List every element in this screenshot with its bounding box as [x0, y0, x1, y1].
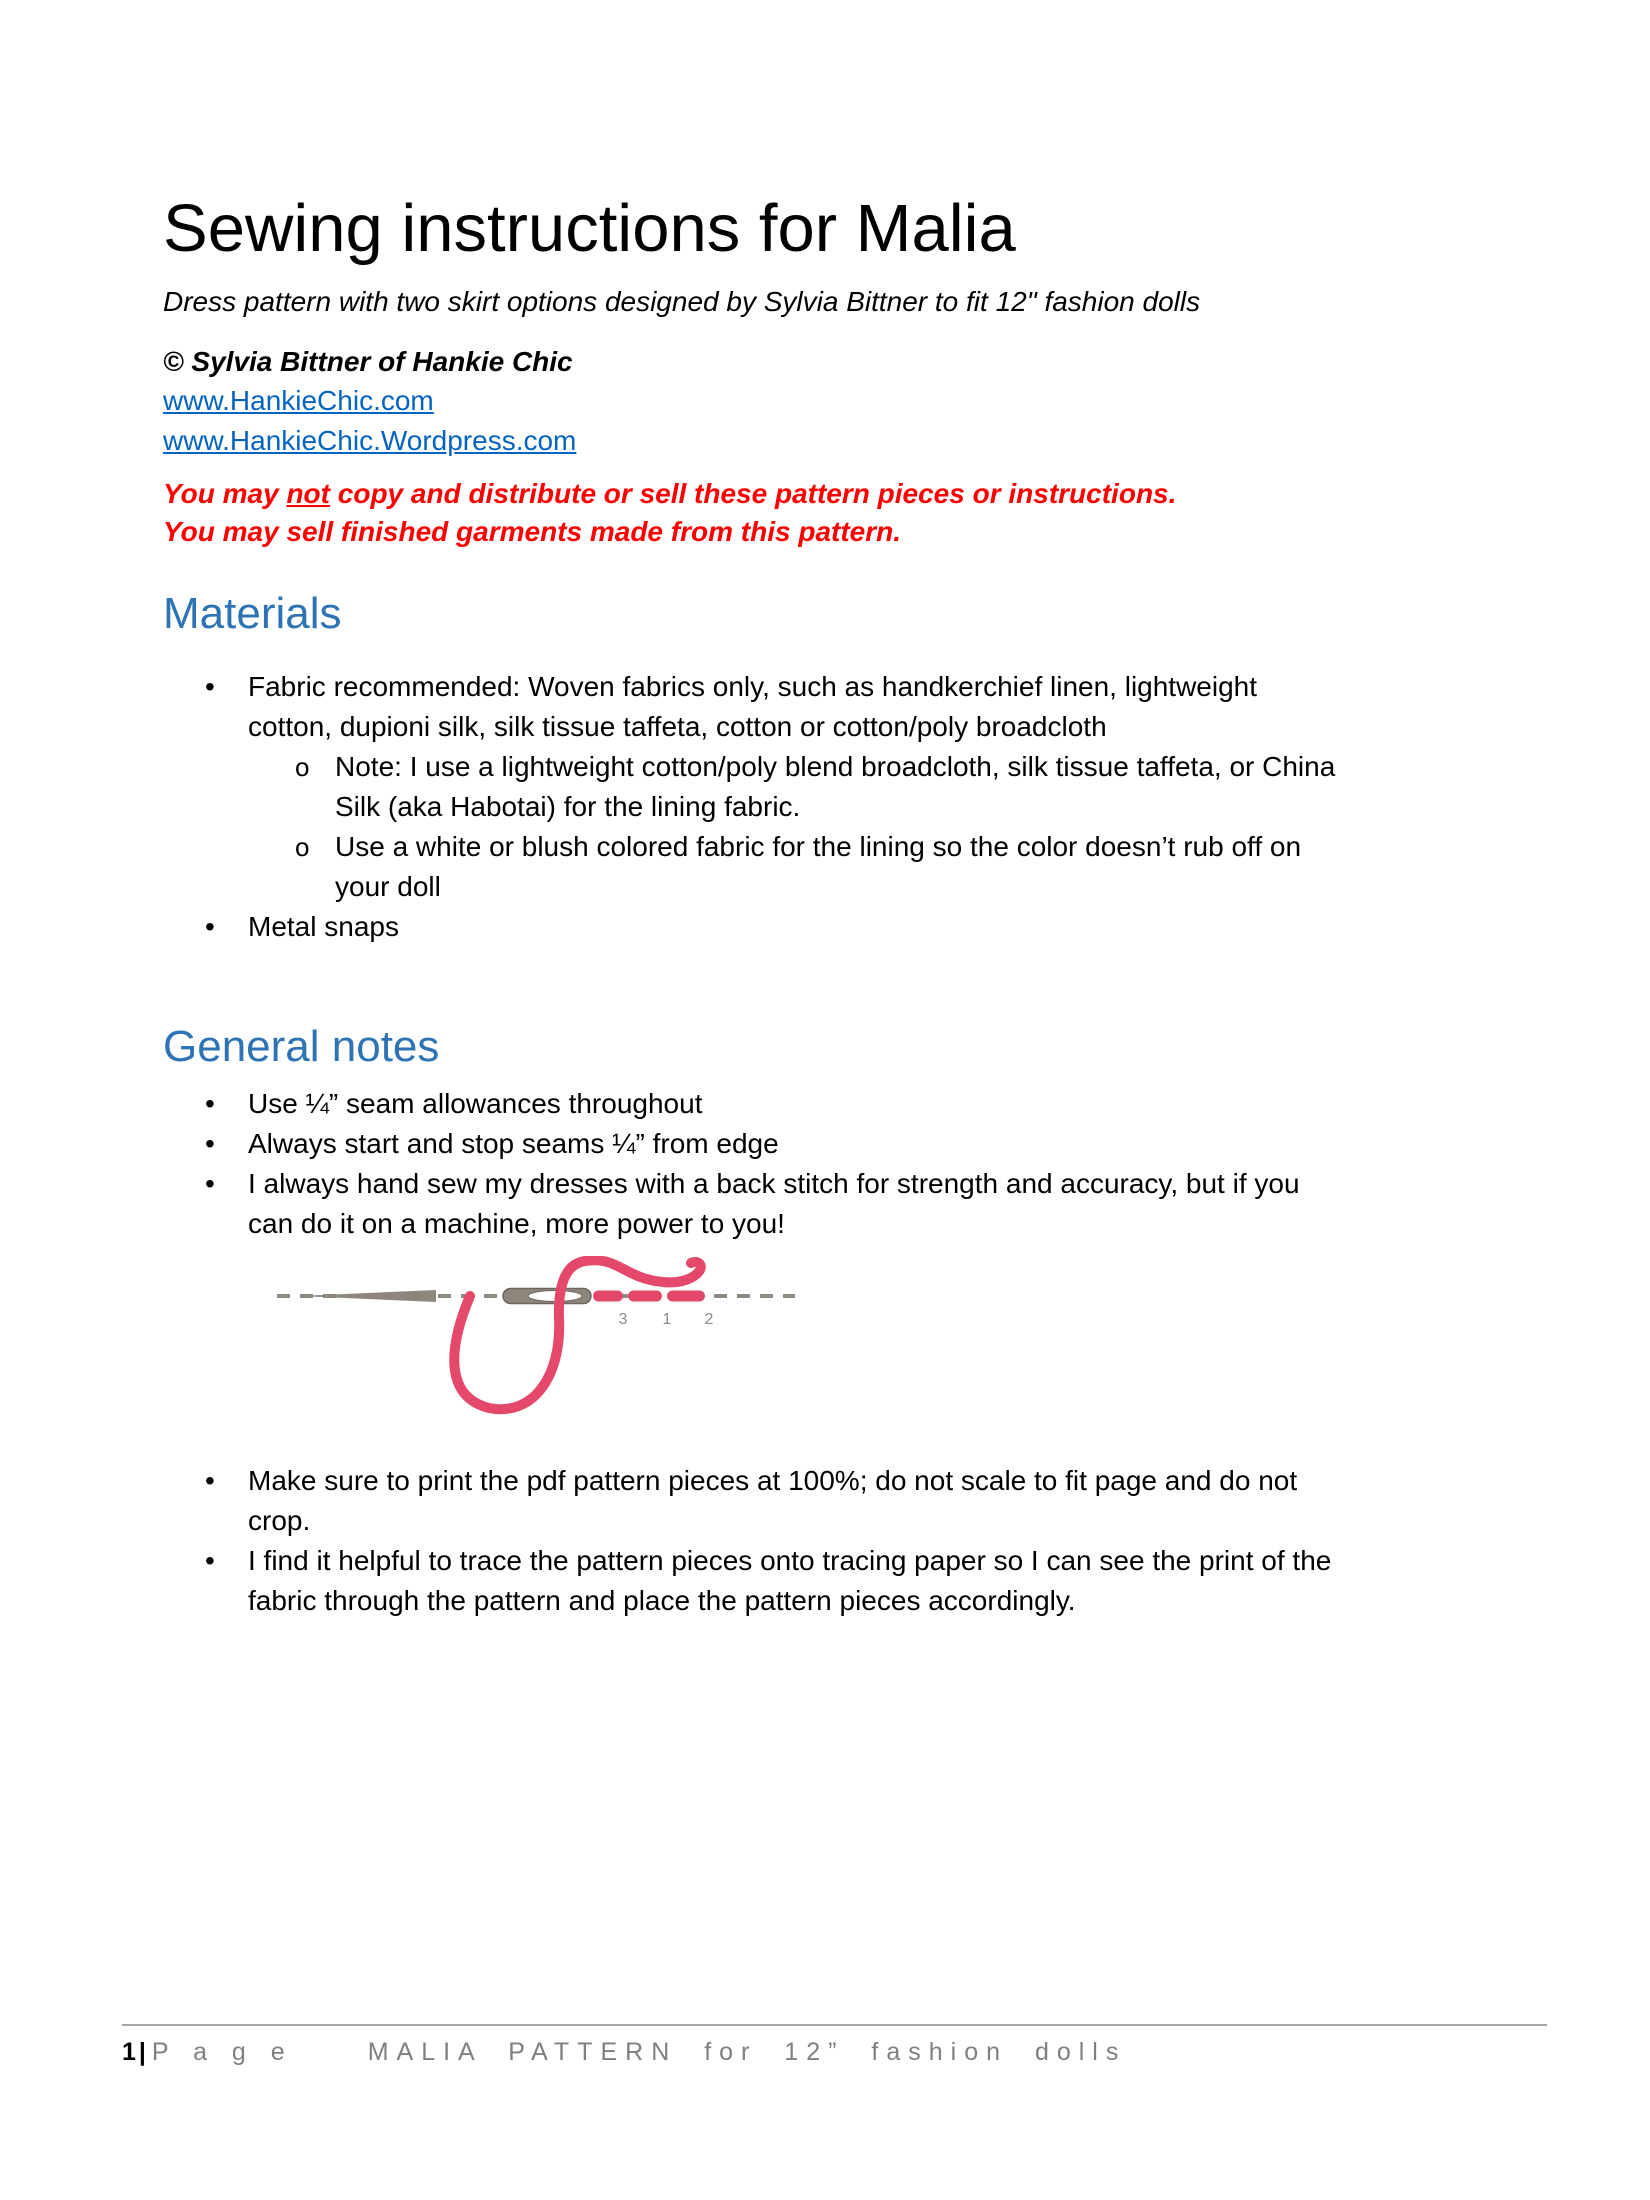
page-number: 1 [122, 2038, 136, 2066]
bullet-text: Metal snaps [248, 911, 399, 942]
back-stitch-image [271, 1256, 801, 1431]
hankiechic-wordpress-link[interactable]: www.HankieChic.Wordpress.com [163, 425, 577, 456]
notice-text: copy and distribute or sell these pattern pieces or instructions. [329, 478, 1177, 509]
bullet-item [163, 667, 1523, 747]
notice-not-emphasis: not [286, 478, 330, 509]
page-footer [122, 2024, 1547, 2067]
bullet-text: Fabric recommended: Woven fabrics only, such as handkerchief linen, lightweight cotton, dupioni silk, silk tissue taffeta, cotton or cotton/poly broadcloth [248, 671, 1258, 742]
bullet-item [163, 1124, 1523, 1164]
stitch-segment [593, 1291, 623, 1302]
bullet-text: I always hand sew my dresses with a back stitch for strength and accuracy, but if you can do it on a machine, more power to you! [248, 1168, 1300, 1239]
bullet-text: I find it helpful to trace the pattern pieces onto tracing paper so I can see the print of the fabric through the pattern and place the pattern pieces accordingly. [248, 1545, 1332, 1616]
needle-icon [299, 1290, 436, 1302]
bullet-icon: • [205, 1128, 215, 1159]
footer-page-label: P a g e [151, 2038, 294, 2066]
stitch-label: 2 [704, 1311, 714, 1328]
copyright-line: © Sylvia Bittner of Hankie Chic [163, 346, 573, 377]
sub-bullet-item [163, 747, 1523, 827]
general-notes-list [163, 1461, 1523, 1621]
circle-bullet-icon: o [295, 752, 310, 782]
hankiechic-link[interactable]: www.HankieChic.com [163, 385, 434, 416]
bullet-item [163, 1541, 1523, 1621]
stitch-segment [667, 1291, 705, 1302]
general-notes-list [163, 1084, 1523, 1244]
bullet-item [163, 1461, 1523, 1541]
copyright-notice [163, 475, 1523, 551]
stitch-label: 3 [618, 1311, 628, 1328]
footer-separator: | [138, 2038, 146, 2066]
link-line [163, 381, 1523, 421]
bullet-item [163, 1084, 1523, 1124]
bullet-item [163, 907, 1523, 947]
footer-doc-label: MALIA PATTERN for 12” fashion dolls [367, 2038, 1127, 2066]
bullet-icon: • [205, 1088, 215, 1119]
general-notes-heading: General notes [163, 1022, 440, 1071]
bullet-text: Note: I use a lightweight cotton/poly blend broadcloth, silk tissue taffeta, or China Silk (aka Habotai) for the lining fabric. [335, 751, 1336, 822]
bullet-item [163, 1164, 1523, 1244]
sub-bullet-item [163, 827, 1523, 907]
bullet-text: Use a white or blush colored fabric for the lining so the color doesn’t rub off on your doll [335, 831, 1302, 902]
bullet-icon: • [205, 1545, 215, 1576]
page-title: Sewing instructions for Malia [163, 191, 1016, 266]
stitch-label: 1 [662, 1311, 672, 1328]
notice-text: You may sell finished garments made from this pattern. [163, 516, 902, 547]
bullet-text: Always start and stop seams ¼” from edge [248, 1128, 779, 1159]
thread-icon [454, 1260, 701, 1409]
document-page [163, 0, 1523, 1621]
notice-text: You may [163, 478, 287, 509]
link-line [163, 421, 1523, 461]
materials-list [163, 667, 1523, 947]
page-subtitle: Dress pattern with two skirt options designed by Sylvia Bittner to fit 12" fashion dolls [163, 286, 1201, 317]
bullet-text: Use ¼” seam allowances throughout [248, 1088, 703, 1119]
bullet-text: Make sure to print the pdf pattern pieces at 100%; do not scale to fit page and do not crop. [248, 1465, 1298, 1536]
circle-bullet-icon: o [295, 832, 310, 862]
bullet-icon: • [205, 1168, 215, 1199]
bullet-icon: • [205, 911, 215, 942]
materials-heading: Materials [163, 589, 342, 638]
bullet-icon: • [205, 671, 215, 702]
bullet-icon: • [205, 1465, 215, 1496]
stitch-segment [628, 1291, 662, 1302]
